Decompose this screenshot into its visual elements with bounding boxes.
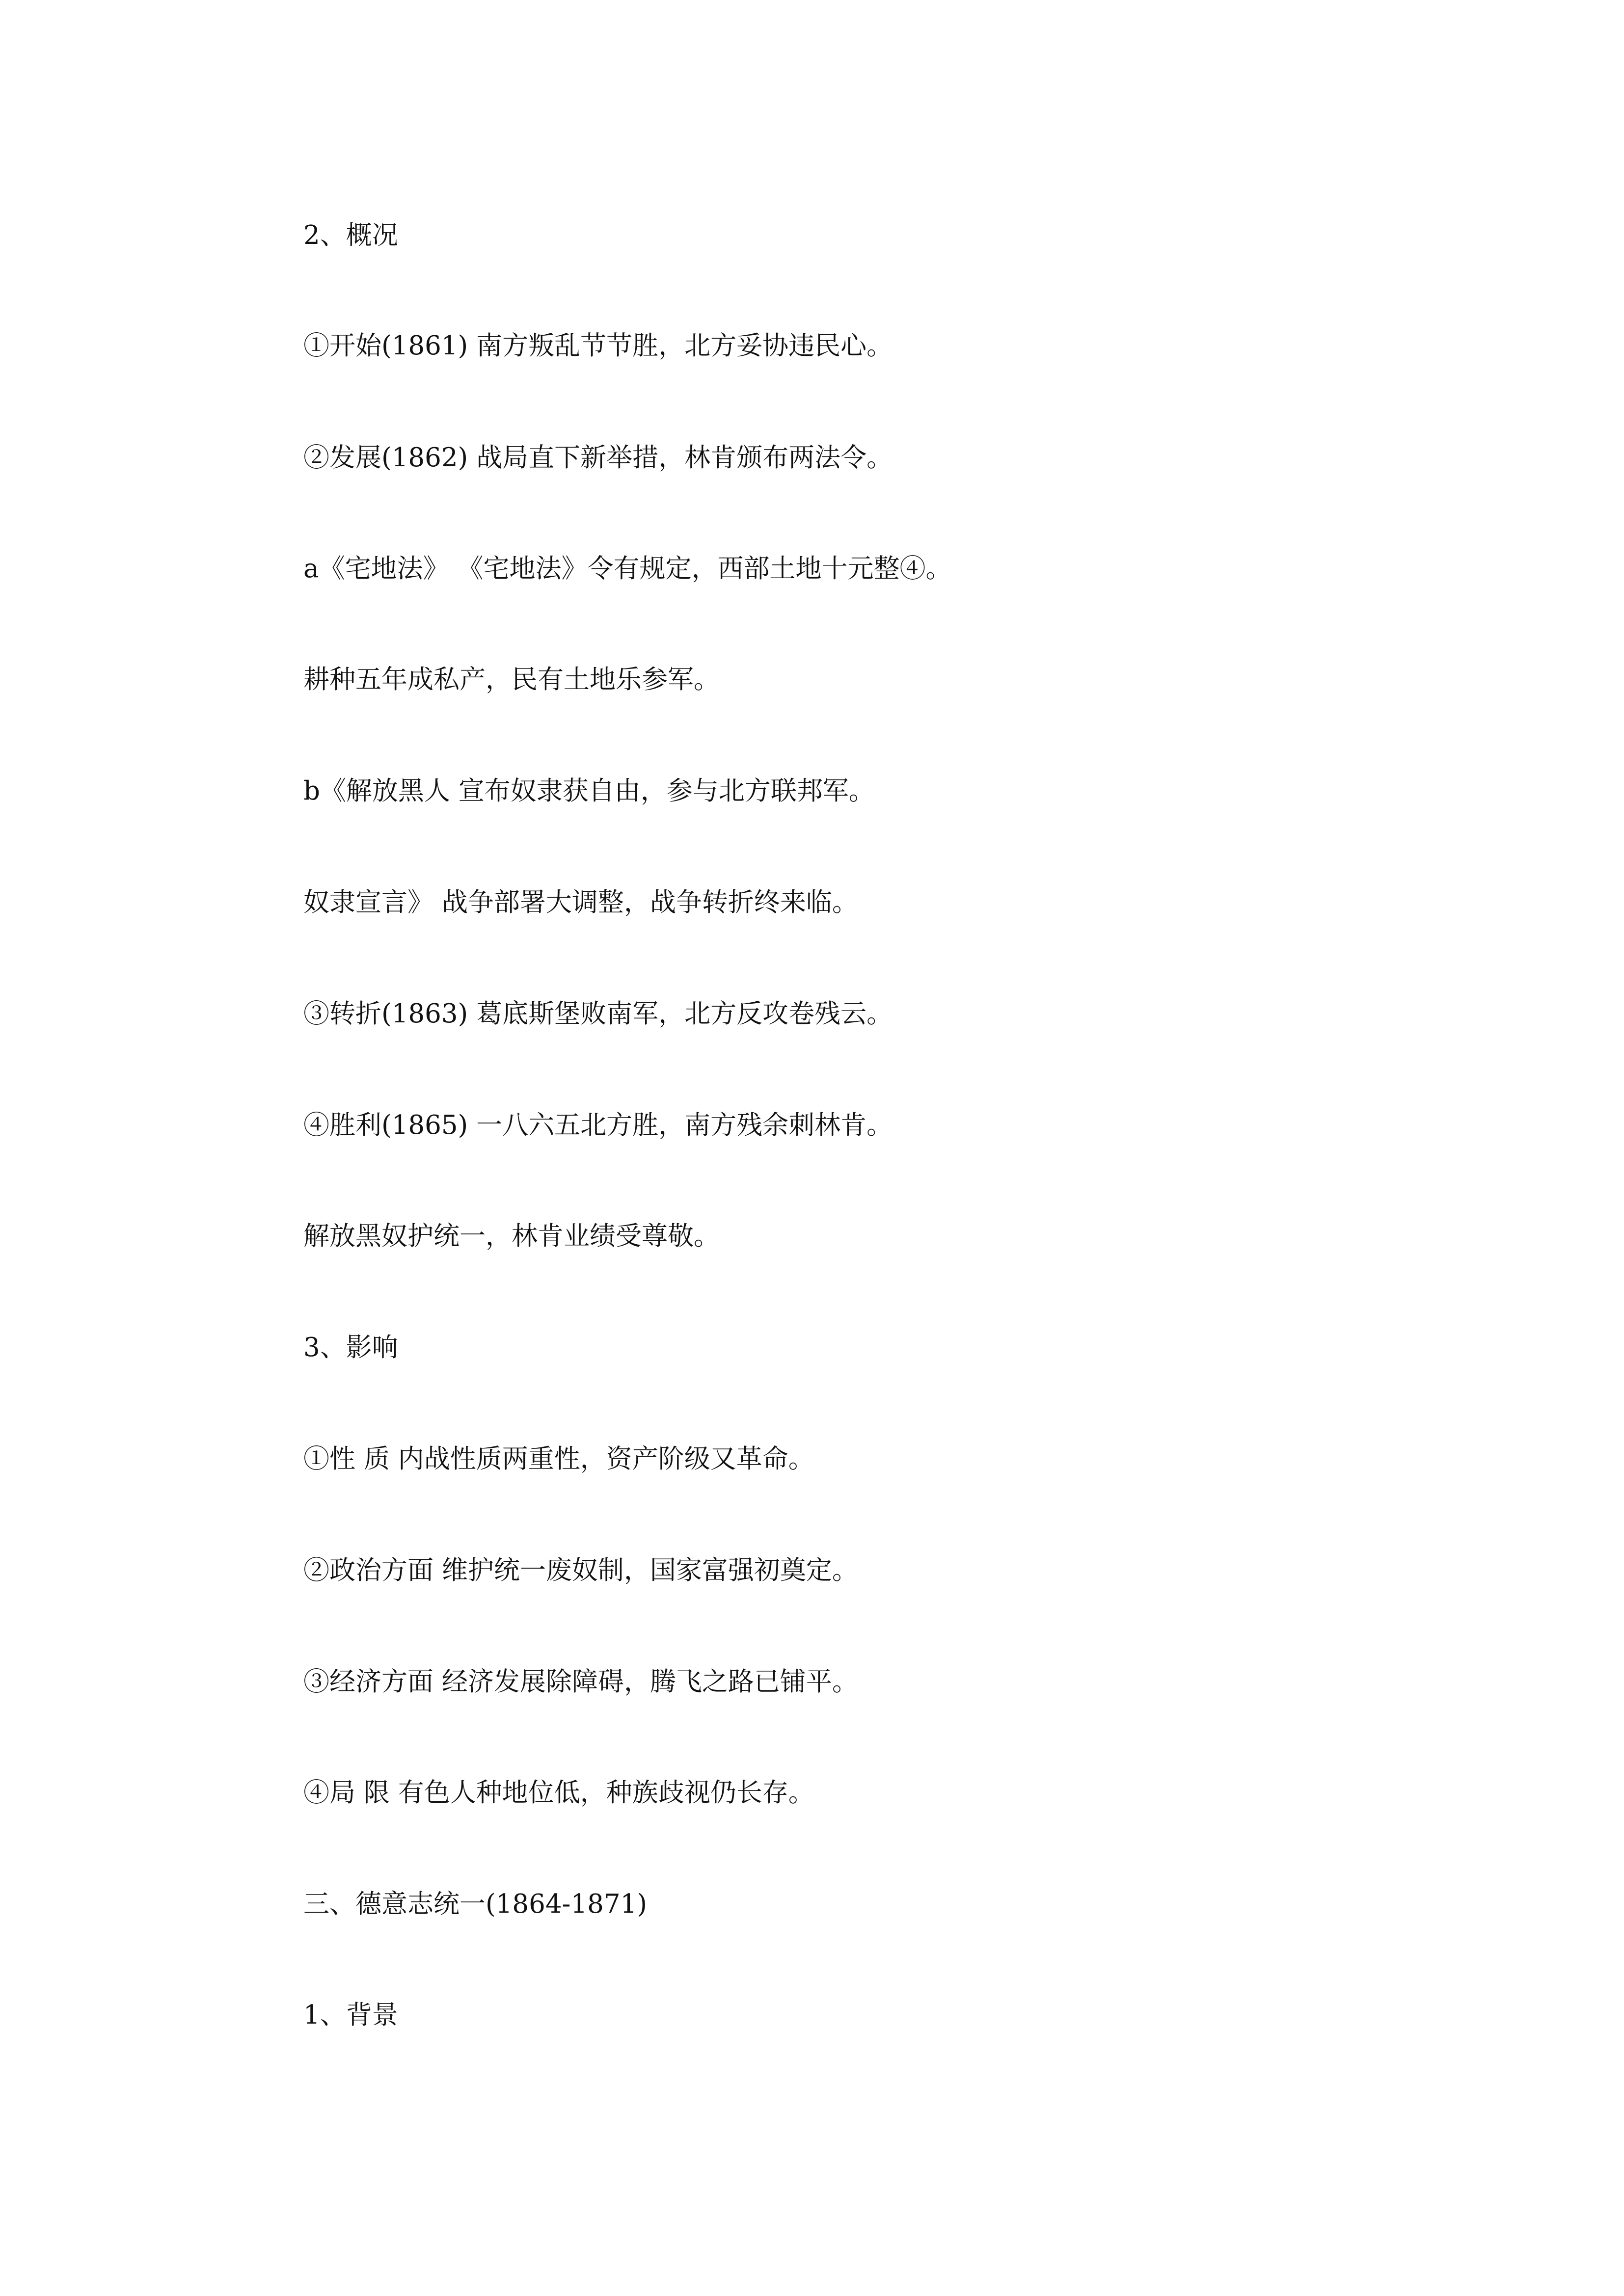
text-line: ④局 限 有色人种地位低，种族歧视仍长存。 (303, 1778, 814, 1808)
section-heading-impact: 3、影响 (303, 1333, 398, 1362)
text-line: 耕种五年成私产，民有土地乐参军。 (303, 665, 720, 694)
text-line: ①开始(1861) 南方叛乱节节胜，北方妥协违民心。 (303, 331, 893, 361)
text-line: ③转折(1863) 葛底斯堡败南军，北方反攻卷残云。 (303, 999, 893, 1029)
text-line: ②发展(1862) 战局直下新举措，林肯颁布两法令。 (303, 443, 893, 473)
text-line: 解放黑奴护统一，林肯业绩受尊敬。 (303, 1221, 720, 1251)
text-line: b《解放黑人 宣布奴隶获自由，参与北方联邦军。 (303, 776, 875, 806)
chapter-heading-german-unification: 三、德意志统一(1864-1871) (303, 1889, 648, 1919)
text-line: ②政治方面 维护统一废奴制，国家富强初奠定。 (303, 1555, 858, 1585)
text-line: ③经济方面 经济发展除障碍，腾飞之路已铺平。 (303, 1667, 858, 1697)
text-line: ①性 质 内战性质两重性，资产阶级又革命。 (303, 1444, 814, 1474)
text-line: 奴隶宣言》 战争部署大调整，战争转折终来临。 (303, 887, 858, 917)
text-line: a《宅地法》 《宅地法》令有规定，西部土地十元整④。 (303, 554, 952, 584)
section-heading-background: 1、背景 (303, 2000, 398, 2030)
section-heading-overview: 2、概况 (303, 220, 398, 250)
text-line: ④胜利(1865) 一八六五北方胜，南方残余刺林肯。 (303, 1110, 893, 1140)
